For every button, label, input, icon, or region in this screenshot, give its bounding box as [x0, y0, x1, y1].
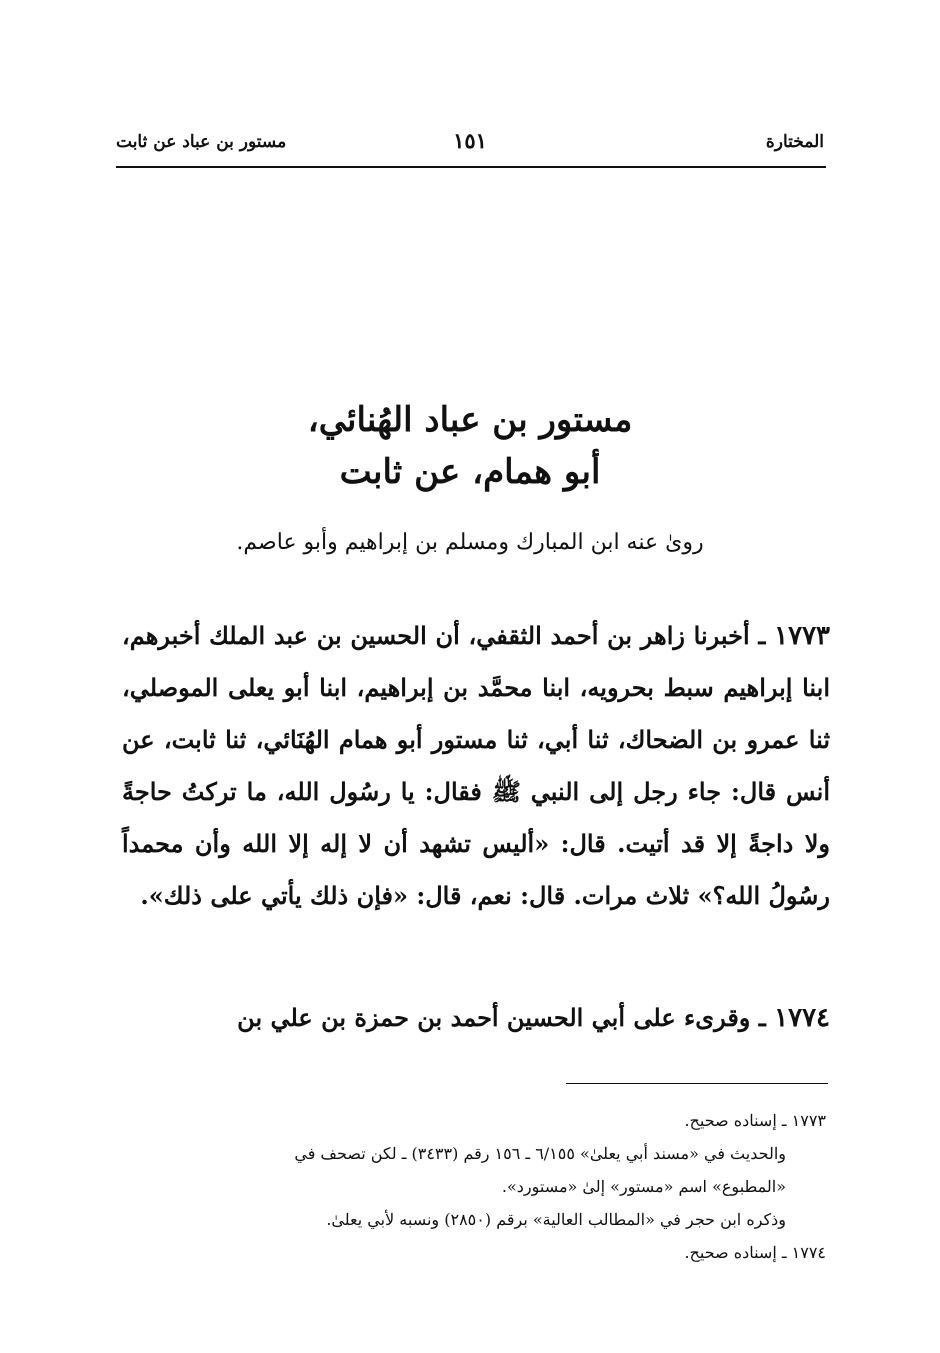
- running-header: [116, 128, 824, 162]
- hadith-number: ١٧٧٤: [774, 1003, 830, 1033]
- hadith-number: ١٧٧٣: [774, 621, 830, 651]
- hadith-text: وقرىء على أبي الحسين أحمد بن حمزة بن علي بن: [237, 1003, 751, 1032]
- hadith-separator: ـ: [750, 1003, 766, 1032]
- section-title-line-1: مستور بن عباد الهُنائي،: [307, 400, 633, 440]
- footnote-line: «المطبوع» اسم «مستور» إلىٰ «مستورد».: [501, 1177, 786, 1196]
- book-name: المختارة: [765, 132, 824, 152]
- footnote-rule: [566, 1083, 828, 1084]
- footnote-line: والحديث في «مسند أبي يعلىٰ» ٦/١٥٥ ـ ١٥٦ رقم (٣٤٣٣) ـ لكن تصحف في: [294, 1144, 786, 1163]
- header-rule: [116, 166, 826, 168]
- section-title-line-2: أبو همام، عن ثابت: [339, 452, 601, 492]
- hadith-entry: [122, 992, 830, 1044]
- footnotes: [110, 1104, 826, 1269]
- page-number: ١٥١: [453, 128, 487, 153]
- section-narrators: روىٰ عنه ابن المبارك ومسلم بن إبراهيم وأبو عاصم.: [236, 530, 704, 555]
- hadith-entry: [122, 610, 830, 922]
- footnote-line: وذكره ابن حجر في «المطالب العالية» برقم (٢٨٥٠) ونسبه لأبي يعلىٰ.: [326, 1210, 786, 1229]
- hadith-text: أخبرنا زاهر بن أحمد الثقفي، أن الحسين بن عبد الملك أخبرهم، ابنا إبراهيم سبط بحرويه، ابنا محمَّد بن إبراهيم، ابنا أبو يعلى الموصلي، ثنا عمرو بن الضحاك، ثنا أبي، ثنا مستور أبو همام الهُنَائي، ثنا ثابت، عن أنس قال: جاء رجل إلى النبي ﷺ فقال: يا رسُول الله، ما تركتُ حاجةً ولا داجةً إلا قد أتيت. قال: «أليس تشهد أن لا إله إلا الله وأن محمداً رسُولُ الله؟» ثلاث مرات. قال: نعم، قال: «فإن ذلك يأتي على ذلك».: [122, 621, 830, 910]
- hadith-separator: ـ: [749, 621, 766, 650]
- chapter-title: مستور بن عباد عن ثابت: [116, 132, 287, 152]
- footnote-line: ١٧٧٤ ـ إسناده صحيح.: [684, 1243, 826, 1262]
- footnote-line: ١٧٧٣ ـ إسناده صحيح.: [684, 1111, 826, 1130]
